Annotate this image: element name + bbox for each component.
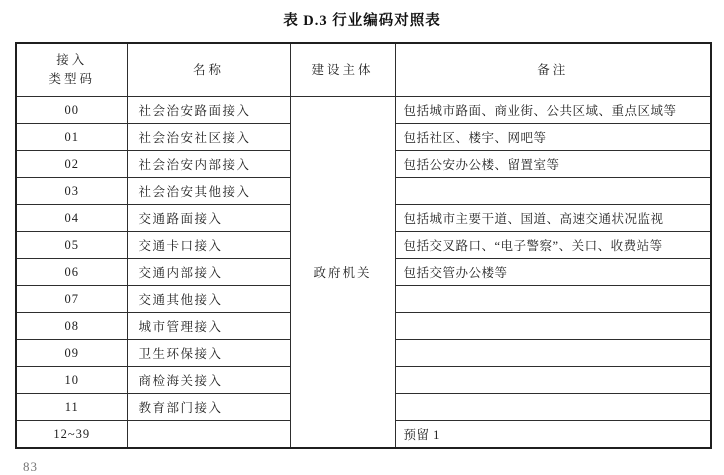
cell-access-type-code: 05 [16, 232, 127, 259]
cell-name: 交通内部接入 [127, 259, 290, 286]
cell-remark: 包括交管办公楼等 [395, 259, 711, 286]
cell-access-type-code: 10 [16, 367, 127, 394]
cell-name: 社会治安其他接入 [127, 178, 290, 205]
cell-remark: 包括交叉路口、“电子警察”、关口、收费站等 [395, 232, 711, 259]
cell-access-type-code: 06 [16, 259, 127, 286]
col-header-name: 名称 [127, 43, 290, 97]
cell-access-type-code: 09 [16, 340, 127, 367]
cell-name: 城市管理接入 [127, 313, 290, 340]
cell-remark [395, 340, 711, 367]
cell-remark: 包括社区、楼宇、网吧等 [395, 124, 711, 151]
table-header [16, 43, 711, 97]
cell-name: 社会治安社区接入 [127, 124, 290, 151]
table-caption: 表 D.3 行业编码对照表 [283, 13, 441, 29]
cell-name: 卫生环保接入 [127, 340, 290, 367]
cell-name [127, 421, 290, 449]
cell-access-type-code: 07 [16, 286, 127, 313]
cell-access-type-code: 11 [16, 394, 127, 421]
cell-name: 交通路面接入 [127, 205, 290, 232]
col-header-access-type-code-line1: 接入 [56, 53, 88, 67]
cell-name: 商检海关接入 [127, 367, 290, 394]
industry-code-table [15, 42, 712, 449]
table-body [16, 97, 711, 449]
col-header-construction-entity: 建设主体 [290, 43, 395, 97]
cell-name: 社会治安路面接入 [127, 97, 290, 124]
cell-remark [395, 313, 711, 340]
cell-access-type-code: 01 [16, 124, 127, 151]
cell-remark: 包括城市路面、商业街、公共区域、重点区域等 [395, 97, 711, 124]
cell-access-type-code: 03 [16, 178, 127, 205]
cell-construction-entity: 政府机关 [290, 97, 395, 449]
cell-access-type-code: 12~39 [16, 421, 127, 449]
cell-remark: 包括城市主要干道、国道、高速交通状况监视 [395, 205, 711, 232]
cell-name: 教育部门接入 [127, 394, 290, 421]
cell-access-type-code: 04 [16, 205, 127, 232]
cell-access-type-code: 00 [16, 97, 127, 124]
cell-remark [395, 394, 711, 421]
cell-name: 交通卡口接入 [127, 232, 290, 259]
cell-remark [395, 178, 711, 205]
cell-access-type-code: 08 [16, 313, 127, 340]
cell-name: 社会治安内部接入 [127, 151, 290, 178]
table-row [16, 97, 711, 124]
cell-remark: 包括公安办公楼、留置室等 [395, 151, 711, 178]
col-header-remark: 备注 [395, 43, 711, 97]
cell-remark: 预留 1 [395, 421, 711, 449]
col-header-access-type-code-line2: 类型码 [48, 72, 95, 86]
col-header-access-type-code [16, 43, 127, 97]
cell-name: 交通其他接入 [127, 286, 290, 313]
cell-access-type-code: 02 [16, 151, 127, 178]
cell-remark [395, 367, 711, 394]
header-row [16, 43, 711, 97]
cell-remark [395, 286, 711, 313]
page-number: 83 [23, 459, 38, 474]
